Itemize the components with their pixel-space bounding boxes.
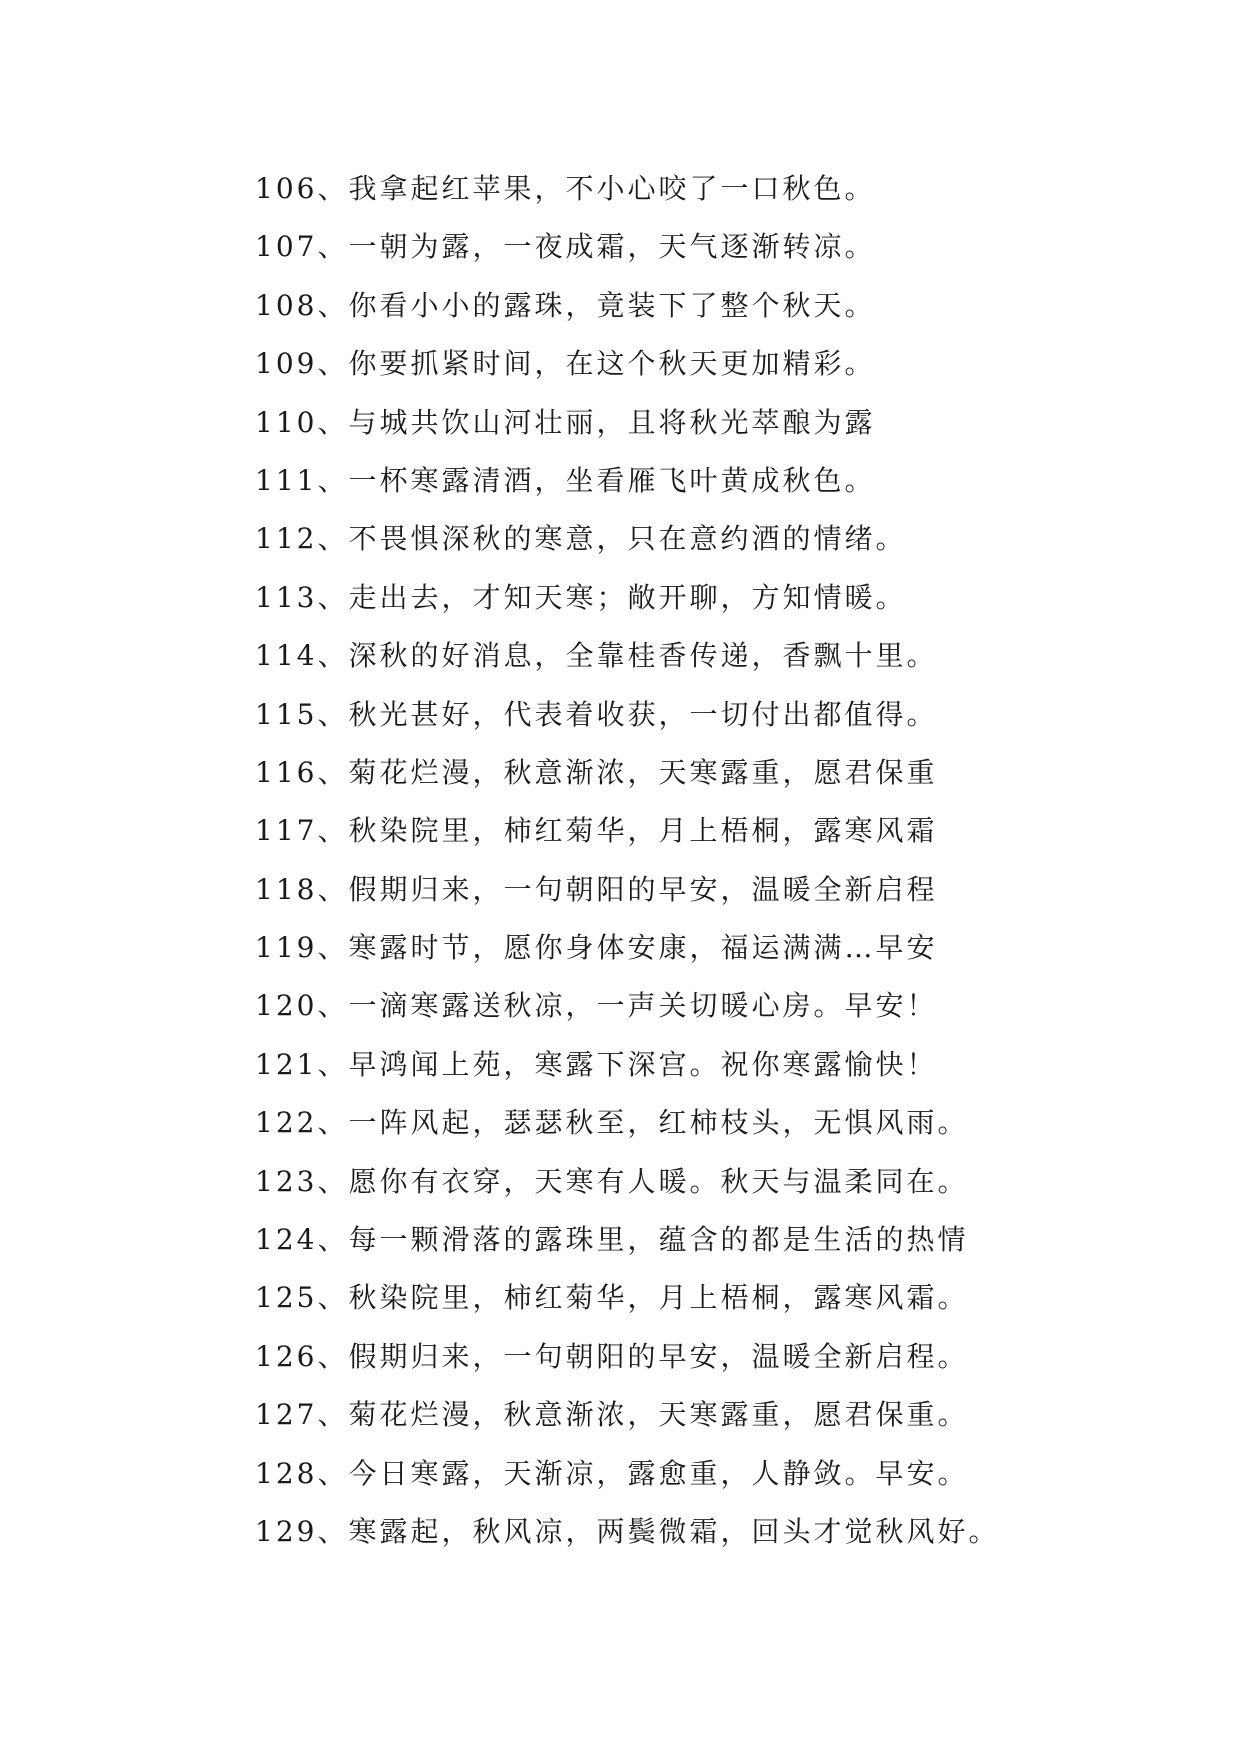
- text-line: 106、我拿起红苹果，不小心咬了一口秋色。: [255, 172, 876, 205]
- text-line: 118、假期归来，一句朝阳的早安，温暖全新启程: [255, 872, 938, 906]
- text-line: 111、一杯寒露清酒，坐看雁飞叶黄成秋色。: [255, 463, 876, 497]
- text-line: 109、你要抓紧时间，在这个秋天更加精彩。: [255, 347, 876, 381]
- text-line: 119、寒露时节，愿你身体安康，福运满满…早安: [255, 931, 938, 965]
- text-line: 110、与城共饮山河壮丽，且将秋光萃酿为露: [255, 405, 876, 439]
- text-line: 113、走出去，才知天寒；敞开聊，方知情暖。: [255, 580, 907, 614]
- text-line: 127、菊花烂漫，秋意渐浓，天寒露重，愿君保重。: [255, 1398, 969, 1432]
- text-line: 108、你看小小的露珠，竟装下了整个秋天。: [255, 288, 876, 322]
- text-line: 126、假期归来，一句朝阳的早安，温暖全新启程。: [255, 1339, 969, 1373]
- text-line: 122、一阵风起，瑟瑟秋至，红柿枝头，无惧风雨。: [255, 1106, 969, 1140]
- text-line: 128、今日寒露，天渐凉，露愈重，人静敛。早安。: [255, 1456, 969, 1490]
- text-line: 114、深秋的好消息，全靠桂香传递，香飘十里。: [255, 639, 938, 673]
- text-line: 120、一滴寒露送秋凉，一声关切暖心房。早安！: [255, 989, 938, 1023]
- text-line: 123、愿你有衣穿，天寒有人暖。秋天与温柔同在。: [255, 1164, 969, 1198]
- text-line: 107、一朝为露，一夜成霜，天气逐渐转凉。: [255, 230, 876, 264]
- text-line: 115、秋光甚好，代表着收获，一切付出都值得。: [255, 697, 938, 731]
- text-line: 117、秋染院里，柿红菊华，月上梧桐，露寒风霜: [255, 814, 938, 848]
- text-line: 124、每一颗滑落的露珠里，蕴含的都是生活的热情: [255, 1223, 969, 1257]
- text-line: 129、寒露起，秋风凉，两鬓微霜，回头才觉秋风好。: [255, 1514, 1000, 1548]
- text-line: 121、早鸿闻上苑，寒露下深宫。祝你寒露愉快！: [255, 1047, 938, 1081]
- text-line: 112、不畏惧深秋的寒意，只在意约酒的情绪。: [255, 522, 907, 556]
- document-body: [255, 160, 1155, 1561]
- text-line: 116、菊花烂漫，秋意渐浓，天寒露重，愿君保重: [255, 755, 938, 789]
- text-line: 125、秋染院里，柿红菊华，月上梧桐，露寒风霜。: [255, 1281, 969, 1315]
